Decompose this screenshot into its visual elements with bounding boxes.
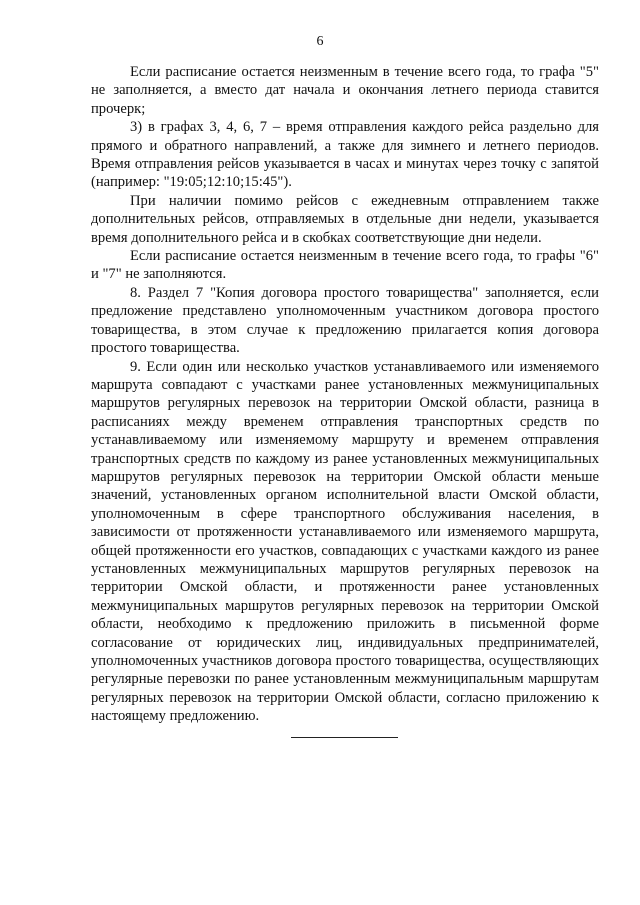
paragraph-item-3-departure-times: 3) в графах 3, 4, 6, 7 – время отправления каждого рейса раздельно для прямого и обратного направлений, а также для зимнего и летнего периодов. Время отправления рейсов указывается в часах и минутах через точку с запятой (например: "19:05;12:10;15:45"). [91, 119, 599, 191]
document-body [91, 63, 599, 726]
paragraph-item-8-partnership-copy: 8. Раздел 7 "Копия договора простого товарищества" заполняется, если предложение представлено уполномоченным участником договора простого товарищества, в этом случае к предложению прилагается копия договора простого товарищества. [91, 284, 599, 357]
paragraph-item-9-route-overlap: 9. Если один или несколько участков устанавливаемого или изменяемого маршрута совпадают с участками ранее установленных межмуниципальных маршрутов регулярных перевозок на территории Омской области, разница в расписаниях между временем отправления транспортных средств по устанавливаемому или изменяемому маршруту и временем отправления транспортных средств по каждому из ранее установленных межмуниципальных маршрутов регулярных перевозок на территории Омской области меньше значений, установленных органом исполнительной власти Омской области, уполномоченным в сфере транспортного обслуживания населения, в зависимости от протяженности устанавливаемого или изменяемого маршрута, общей протяженности его участков, совпадающих с участками каждого из ранее установленных межмуниципальных маршрутов регулярных перевозок на территории Омской области, и протяженности ранее установленных межмуниципальных маршрутов регулярных перевозок на территории Омской области, необходимо к предложению приложить в письменной форме согласование от юридических лиц, индивидуальных предпринимателей, уполномоченных участников договора простого товарищества, осуществляющих регулярные перевозки по ранее установленным межмуниципальным маршрутам регулярных перевозок на территории Омской области, согласно приложению к настоящему предложению. [91, 358, 599, 725]
end-of-document-rule [291, 737, 398, 738]
paragraph-additional-trips: При наличии помимо рейсов с ежедневным отправлением также дополнительных рейсов, отправляемых в отдельные дни недели, указывается время дополнительного рейса и в скобках соответствующие дни недели. [91, 192, 599, 246]
page-number: 6 [316, 34, 324, 49]
paragraph-schedule-unchanged-columns-6-7: Если расписание остается неизменным в течение всего года, то графы "6" и "7" не заполняются. [91, 248, 599, 283]
paragraph-schedule-unchanged-column-5: Если расписание остается неизменным в течение всего года, то графа "5" не заполняется, а вместо дат начала и окончания летнего периода ставится прочерк; [91, 64, 599, 117]
